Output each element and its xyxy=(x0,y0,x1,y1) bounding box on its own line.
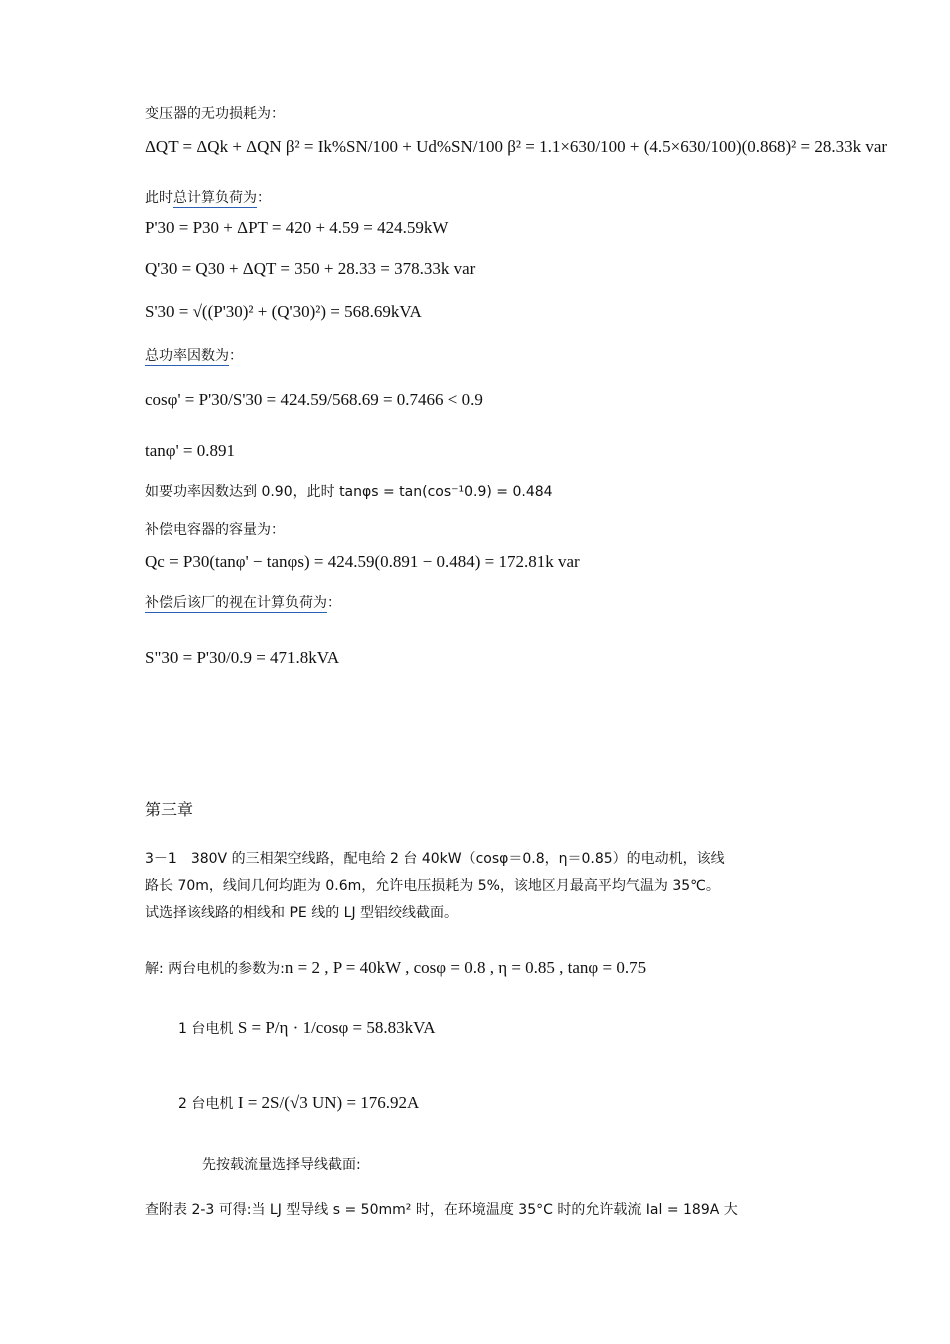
transformer-loss-heading: 变压器的无功损耗为： xyxy=(145,106,285,122)
equation-motor-1: S = P/η · 1/cosφ = 58.83kVA xyxy=(237,1018,436,1037)
total-load-heading xyxy=(145,187,271,207)
power-factor-underlined: 总功率因数为 xyxy=(145,348,229,364)
motor-2-label: 2 台电机 xyxy=(178,1096,234,1112)
solution-line xyxy=(145,958,646,978)
solution-params: n = 2 , P = 40kW , cosφ = 0.8 , η = 0.85 , tanφ = 0.75 xyxy=(284,958,647,977)
total-load-prefix: 此时 xyxy=(145,190,173,206)
equation-cos-phi: cosφ' = P'30/S'30 = 424.59/568.69 = 0.7466 < 0.9 xyxy=(145,390,483,409)
problem-line-3: 试选择该线路的相线和 PE 线的 LJ 型铝绞线截面。 xyxy=(145,905,459,921)
equation-s30: S'30 = √((P'30)² + (Q'30)²) = 568.69kVA xyxy=(145,302,422,321)
motor-1-line xyxy=(178,1018,435,1038)
equation-delta-qt: ΔQT = ΔQk + ΔQN β² = Ik%SN/100 + Ud%SN/100 β² = 1.1×630/100 + (4.5×630/100)(0.868)² = 28.33k var xyxy=(145,137,888,156)
equation-p30: P'30 = P30 + ΔPT = 420 + 4.59 = 424.59kW xyxy=(145,218,449,237)
after-compensation-heading xyxy=(145,592,341,612)
equation-s30-double-prime: S"30 = P'30/0.9 = 471.8kVA xyxy=(145,648,340,667)
chapter-title: 第三章 xyxy=(145,800,194,819)
solution-prefix: 解: 两台电机的参数为: xyxy=(145,961,285,977)
problem-line-2: 路长 70m，线间几何均距为 0.6m，允许电压损耗为 5%，该地区月最高平均气温为 35℃。 xyxy=(145,878,720,894)
after-compensation-underlined: 补偿后该厂的视在计算负荷为 xyxy=(145,595,327,611)
select-section-text: 先按载流量选择导线截面: xyxy=(202,1157,361,1173)
problem-line-1: 3－1 380V 的三相架空线路，配电给 2 台 40kW（cosφ＝0.8，η＝0.85）的电动机，该线 xyxy=(145,851,725,867)
equation-tan-phi: tanφ' = 0.891 xyxy=(145,441,235,460)
motor-1-label: 1 台电机 xyxy=(178,1021,234,1037)
total-load-underlined: 总计算负荷为 xyxy=(173,190,257,206)
after-compensation-suffix: ： xyxy=(327,595,341,611)
lookup-text: 查附表 2-3 可得:当 LJ 型导线 s = 50mm² 时，在环境温度 35°C 时的允许载流 Ial = 189A 大 xyxy=(145,1202,738,1218)
total-load-suffix: ： xyxy=(257,190,271,206)
equation-motor-2: I = 2S/(√3 UN) = 176.92A xyxy=(237,1093,420,1112)
capacitor-heading: 补偿电容器的容量为： xyxy=(145,522,285,538)
equation-qc: Qc = P30(tanφ' − tanφs) = 424.59(0.891 − 0.484) = 172.81k var xyxy=(145,552,580,571)
equation-q30: Q'30 = Q30 + ΔQT = 350 + 28.33 = 378.33k var xyxy=(145,259,476,278)
pf-target-text: 如要功率因数达到 0.90，此时 tanφs = tan(cos⁻¹0.9) = 0.484 xyxy=(145,484,553,500)
power-factor-heading xyxy=(145,345,243,365)
power-factor-suffix: ： xyxy=(229,348,243,364)
motor-2-line xyxy=(178,1093,419,1113)
